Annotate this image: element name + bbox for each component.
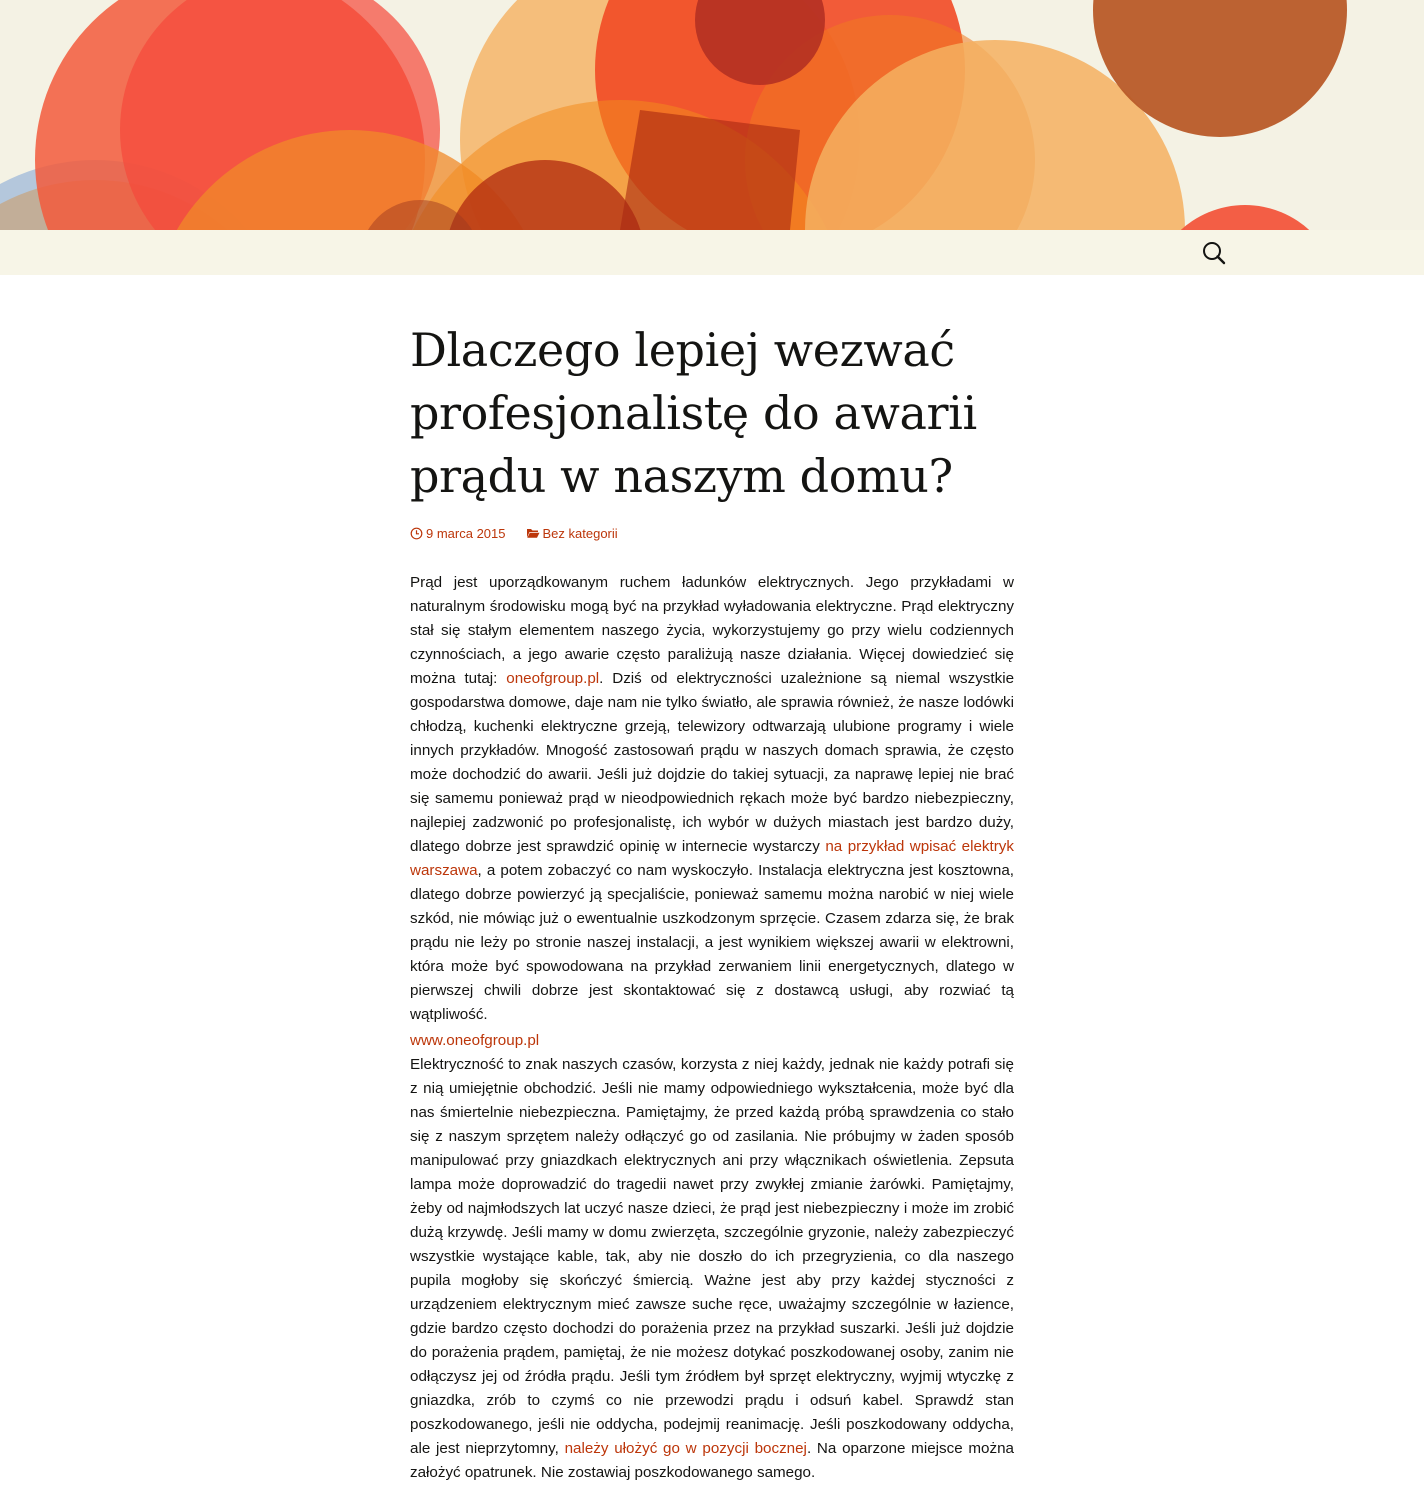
- post-category: Bez kategorii: [542, 525, 618, 541]
- elektryk-warszawa-link[interactable]: na przykład wpisać elektryk warszawa: [410, 838, 1014, 879]
- pozycja-boczna-link[interactable]: należy ułożyć go w pozycji bocznej: [564, 1440, 807, 1457]
- paragraph-2-text-a: Elektryczność to znak naszych czasów, korzysta z niej każdy, jednak nie każdy potrafi się z nią umiejętnie obchodzić. Jeśli nie mamy odpowiedniego wykształcenia, może być dla nas śmiertelnie niebezpieczna. Pamiętajmy, że przed każdą próbą sprawdzenia co stało się z naszym sprzętem należy odłączyć go od zasilania. Nie próbujmy w żaden sposób manipulować przy gniazdkach elektrycznych ani przy włącznikach oświetlenia. Zepsuta lampa może doprowadzić do tragedii nawet przy zwykłej zmianie żarówki. Pamiętajmy, żeby od najmłodszych lat uczyć nasze dzieci, że prąd jest niebezpieczny i może im zrobić dużą krzywdę. Jeśli mamy w domu zwierzęta, szczególnie gryzonie, należy zabezpieczyć wszystkie wystające kable, tak, aby nie doszło do ich przegryzienia, co dla naszego pupila mogłoby się skończyć śmiercią. Ważne jest aby przy każdej styczności z urządzeniem elektrycznym mieć zawsze suche ręce, uważajmy szczególnie w łazience, gdzie bardzo często dochodzi do porażenia przez na przykład suszarki. Jeśli już dojdzie do porażenia prądem, pamiętaj, że nie możesz dotykać poszkodowanej osoby, zanim nie odłączysz jej od źródła prądu. Jeśli tym źródłem był sprzęt elektryczny, wyjmij wtyczkę z gniazdka, zrób to czymś co nie przewodzi prądu i odsuń kabel. Sprawdź stan poszkodowanego, jeśli nie oddycha, podejmij reanimację. Jeśli poszkodowany oddycha, ale jest nieprzytomny,: [410, 1056, 1014, 1457]
- navbar: [0, 230, 1424, 275]
- clock-icon: [410, 527, 423, 540]
- post-meta: [410, 522, 1014, 544]
- post-category-link[interactable]: [526, 526, 618, 541]
- www-oneofgroup-link[interactable]: www.oneofgroup.pl: [410, 1032, 540, 1049]
- search-toggle-button[interactable]: [1196, 236, 1230, 270]
- paragraph-1: [410, 571, 1014, 1027]
- post-title: Dlaczego lepiej wezwać profesjonalistę do awarii prądu w naszym domu?: [410, 323, 977, 503]
- folder-icon: [526, 527, 540, 539]
- site-header-banner[interactable]: [0, 0, 1424, 230]
- oneofgroup-link[interactable]: oneofgroup.pl: [506, 670, 600, 687]
- post-body: [410, 571, 1014, 1485]
- paragraph-2-text-b: . Na oparzone miejsce można założyć opatrunek. Nie zostawiaj poszkodowanego samego.: [410, 1440, 1014, 1481]
- paragraph-2: [410, 1029, 1014, 1485]
- paragraph-1-text-c: , a potem zobaczyć co nam wyskoczyło. Instalacja elektryczna jest kosztowna, dlatego dobrze powierzyć ją specjaliście, ponieważ samemu można narobić w niej wiele szkód, nie mówiąc już o ewentualnie uszkodzonym sprzęcie. Czasem zdarza się, że brak prądu nie leży po stronie naszej instalacji, a jest wynikiem większej awarii w elektrowni, która może być spowodowana na przykład zerwaniem linii energetycznych, dlatego w pierwszej chwili dobrze jest skontaktować się z dostawcą usługi, aby rozwiać tą wątpliwość.: [410, 862, 1014, 1023]
- paragraph-1-text-a: Prąd jest uporządkowanym ruchem ładunków elektrycznych. Jego przykładami w naturalnym środowisku mogą być na przykład wyładowania elektryczne. Prąd elektryczny stał się stałym elementem naszego życia, wykorzystujemy go przy wielu codziennych czynnościach, a jego awarie często paraliżują nasze działania. Więcej dowiedzieć się można tutaj:: [410, 574, 1014, 687]
- paragraph-1-text-b: . Dziś od elektryczności uzależnione są niemal wszystkie gospodarstwa domowe, daje nam nie tylko światło, ale sprawia również, że nasze lodówki chłodzą, kuchenki elektryczne grzeją, telewizory odtwarzają ulubione programy i wiele innych przykładów. Mnogość zastosowań prądu w naszych domach sprawia, że często może dochodzić do awarii. Jeśli już dojdzie do takiej sytuacji, za naprawę lepiej nie brać się samemu ponieważ prąd w nieodpowiednich rękach może być bardzo niebezpieczny, najlepiej zadzwonić po profesjonalistę, ich wybór w dużych miastach jest bardzo duży, dlatego dobrze jest sprawdzić opinię w internecie wystarczy: [410, 670, 1015, 855]
- search-icon: [1196, 236, 1230, 270]
- post-date: 9 marca 2015: [426, 525, 506, 541]
- main-content: [410, 275, 1014, 1485]
- post-date-link[interactable]: [410, 526, 506, 541]
- header-circles-image: [0, 0, 1424, 230]
